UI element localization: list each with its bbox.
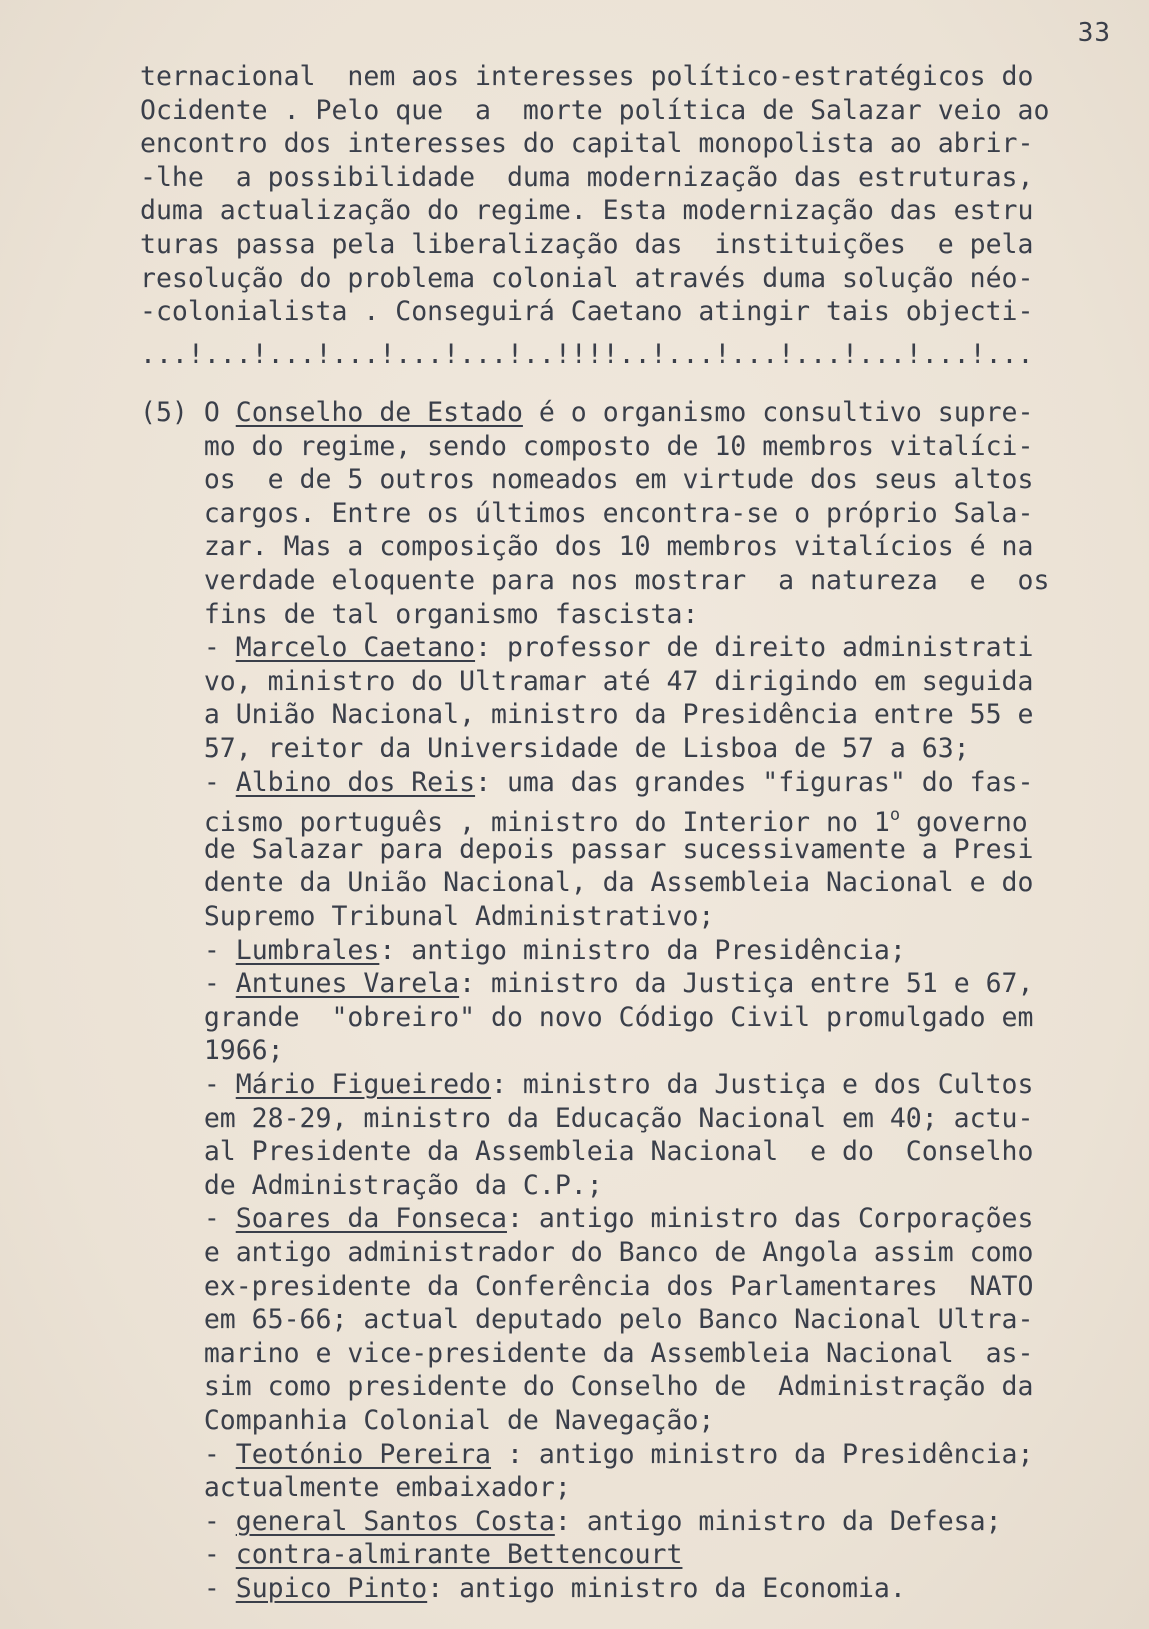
line-text-rest: : antigo ministro das Corporações bbox=[506, 1203, 1034, 1235]
intro-line: encontro dos interesses do capital monopolista ao abrir- bbox=[140, 128, 1034, 160]
page-number: 33 bbox=[1077, 18, 1111, 48]
line-text-rest: : antigo ministro da Defesa; bbox=[554, 1505, 1002, 1537]
line-text: fins de tal organismo fascista: bbox=[140, 598, 699, 630]
footnote-line bbox=[140, 1001, 1033, 1035]
footnote-line bbox=[140, 631, 1033, 665]
footnote-line bbox=[140, 430, 1033, 464]
footnote-line bbox=[140, 766, 1033, 800]
footnote-line bbox=[140, 1337, 1033, 1371]
line-text: - bbox=[140, 766, 236, 798]
footnote-line bbox=[140, 1169, 603, 1203]
line-text: actualmente embaixador; bbox=[140, 1472, 571, 1504]
footnote-line bbox=[140, 1034, 284, 1068]
line-text: marino e vice-presidente da Assembleia Nacional as- bbox=[140, 1337, 1034, 1369]
line-text: e antigo administrador do Banco de Angola assim como bbox=[140, 1237, 1034, 1268]
line-text: sim como presidente do Conselho de Administração da bbox=[140, 1371, 1034, 1403]
line-text: ex-presidente da Conferência dos Parlamentares NATO bbox=[140, 1270, 1034, 1302]
separator-line: ...!...!...!...!...!...!..!!!!..!...!...!...!...!...!... bbox=[140, 339, 1034, 370]
line-text-rest: : ministro da Justiça e dos Cultos bbox=[491, 1069, 1034, 1100]
line-text-rest: : professor de direito administrati bbox=[475, 632, 1034, 664]
line-text: - bbox=[140, 1069, 236, 1100]
line-text: dente da União Nacional, da Assembleia Nacional e do bbox=[140, 867, 1034, 899]
line-text: - bbox=[140, 632, 236, 664]
footnote-line bbox=[140, 967, 1033, 1001]
footnote-line bbox=[140, 564, 1049, 598]
footnote-line bbox=[140, 530, 1033, 564]
line-text: - bbox=[140, 934, 236, 966]
line-text: - bbox=[140, 1573, 236, 1604]
line-text: - bbox=[140, 968, 236, 1000]
footnote-line bbox=[140, 396, 1033, 430]
line-text-rest: : antigo ministro da Presidência; bbox=[379, 934, 906, 966]
line-text: - bbox=[140, 1505, 236, 1537]
line-text: vo, ministro do Ultramar até 47 dirigindo em seguida bbox=[140, 665, 1034, 697]
footnote-line bbox=[140, 463, 1033, 497]
footnote-line bbox=[140, 1438, 1033, 1472]
line-text: Supremo Tribunal Administrativo; bbox=[140, 901, 715, 932]
footnote-line bbox=[140, 1236, 1033, 1270]
line-text: - bbox=[140, 1539, 236, 1571]
footnote-line bbox=[140, 934, 906, 968]
underlined-name: Soares da Fonseca bbox=[235, 1203, 507, 1235]
line-text: cargos. Entre os últimos encontra-se o próprio Sala- bbox=[140, 497, 1034, 529]
footnote-line bbox=[140, 1270, 1033, 1304]
footnote-line bbox=[140, 1102, 1033, 1136]
underlined-name: contra-almirante Bettencourt bbox=[235, 1539, 683, 1571]
intro-line: -lhe a possibilidade duma modernização das estruturas, bbox=[140, 161, 1034, 193]
line-text: grande "obreiro" do novo Código Civil promulgado em bbox=[140, 1001, 1034, 1033]
line-text: a União Nacional, ministro da Presidência entre 55 e bbox=[140, 699, 1034, 731]
line-text-rest: : antigo ministro da Presidência; bbox=[491, 1438, 1034, 1470]
line-text: al Presidente da Assembleia Nacional e do Conselho bbox=[140, 1136, 1034, 1168]
footnote-line bbox=[140, 866, 1033, 900]
underlined-name: Conselho de Estado bbox=[235, 397, 523, 428]
footnote-line bbox=[140, 1370, 1033, 1404]
footnote-line bbox=[140, 900, 714, 934]
footnote-line bbox=[140, 497, 1033, 531]
line-text: em 28-29, ministro da Educação Nacional em 40; actu- bbox=[140, 1102, 1034, 1134]
line-text-rest: é o organismo consultivo supre- bbox=[522, 397, 1034, 428]
line-text-rest: governo bbox=[900, 807, 1028, 839]
footnote-line bbox=[140, 1303, 1033, 1337]
footnote-line bbox=[140, 1538, 682, 1572]
superscript: o bbox=[889, 805, 901, 826]
footnote-line bbox=[140, 833, 1033, 867]
footnote-line bbox=[140, 799, 1028, 839]
underlined-name: Supico Pinto bbox=[235, 1573, 428, 1604]
footnote-line bbox=[140, 1068, 1033, 1102]
intro-line: duma actualização do regime. Esta modernização das estru bbox=[140, 195, 1034, 227]
line-text: os e de 5 outros nomeados em virtude dos seus altos bbox=[140, 464, 1034, 496]
line-text-rest: : ministro da Justiça entre 51 e 67, bbox=[459, 968, 1034, 1000]
footnote-line bbox=[140, 598, 698, 632]
underlined-name: Albino dos Reis bbox=[235, 766, 476, 798]
underlined-name: general Santos Costa bbox=[235, 1505, 555, 1537]
line-text-rest: : antigo ministro da Economia. bbox=[427, 1573, 906, 1604]
line-text-rest: : uma das grandes "figuras" do fas- bbox=[475, 766, 1034, 798]
underlined-name: Marcelo Caetano bbox=[235, 632, 476, 664]
line-text: verdade eloquente para nos mostrar a natureza e os bbox=[140, 565, 1050, 596]
footnote-line bbox=[140, 1135, 1033, 1169]
line-text: zar. Mas a composição dos 10 membros vitalícios é na bbox=[140, 531, 1034, 563]
intro-line: Ocidente . Pelo que a morte política de Salazar veio ao bbox=[140, 94, 1050, 126]
footnote-line bbox=[140, 698, 1033, 732]
line-text: - bbox=[140, 1203, 236, 1235]
line-text: 1966; bbox=[140, 1035, 284, 1067]
line-text: Companhia Colonial de Navegação; bbox=[140, 1405, 715, 1436]
underlined-name: Teotónio Pereira bbox=[235, 1438, 492, 1470]
line-text: mo do regime, sendo composto de 10 membros vitalíci- bbox=[140, 430, 1034, 462]
footnote-line bbox=[140, 1505, 1002, 1539]
intro-line: resolução do problema colonial através duma solução néo- bbox=[140, 262, 1034, 294]
footnote-line bbox=[140, 732, 970, 766]
intro-line: -colonialista . Conseguirá Caetano atingir tais objecti- bbox=[140, 296, 1034, 328]
intro-line: turas passa pela liberalização das instituições e pela bbox=[140, 229, 1034, 260]
underlined-name: Lumbrales bbox=[235, 934, 380, 966]
line-text: de Salazar para depois passar sucessivamente a Presi bbox=[140, 833, 1034, 865]
line-text: de Administração da C.P.; bbox=[140, 1169, 603, 1201]
footnote-line bbox=[140, 1202, 1033, 1236]
footnote-line bbox=[140, 665, 1033, 699]
footnote-line bbox=[140, 1572, 906, 1606]
underlined-name: Mário Figueiredo bbox=[235, 1069, 492, 1100]
footnote-line bbox=[140, 1471, 571, 1505]
line-text: cismo português , ministro do Interior no 1 bbox=[140, 807, 890, 839]
line-text: - bbox=[140, 1438, 236, 1470]
line-text: (5) O bbox=[140, 397, 236, 428]
line-text: 57, reitor da Universidade de Lisboa de 57 a 63; bbox=[140, 733, 970, 764]
underlined-name: Antunes Varela bbox=[235, 968, 460, 1000]
line-text: em 65-66; actual deputado pelo Banco Nacional Ultra- bbox=[140, 1304, 1034, 1336]
intro-line: ternacional nem aos interesses político-estratégicos do bbox=[140, 61, 1034, 92]
footnote-line bbox=[140, 1404, 714, 1438]
